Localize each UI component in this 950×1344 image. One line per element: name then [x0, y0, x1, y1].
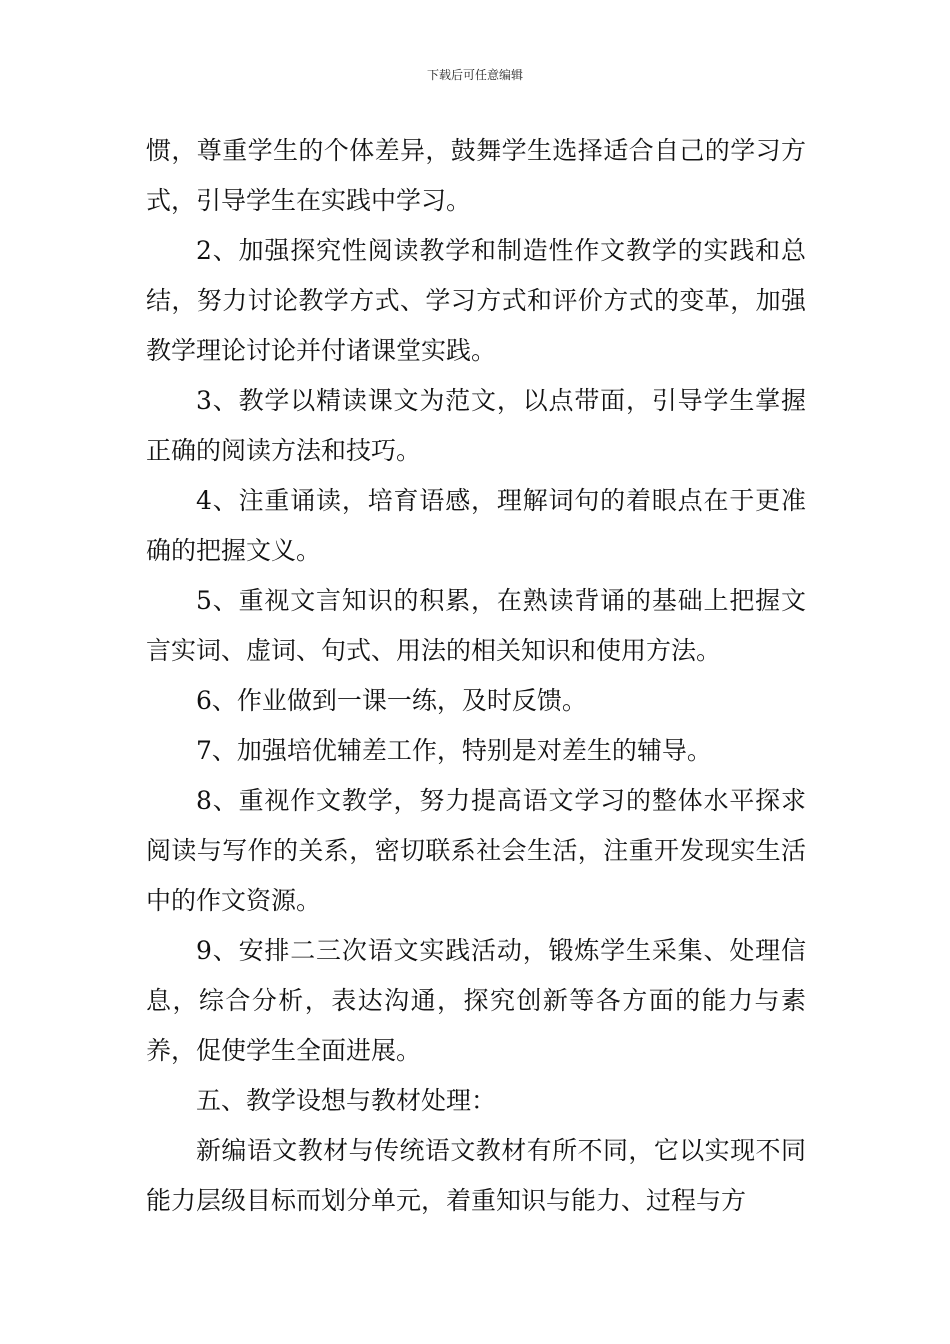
paragraph-item-4: 4、注重诵读，培育语感，理解词句的着眼点在于更准确的把握文义。 [146, 486, 806, 565]
paragraph-item-6: 6、作业做到一课一练，及时反馈。 [196, 686, 587, 715]
paragraph-item-2: 2、加强探究性阅读教学和制造性作文教学的实践和总结，努力讨论教学方式、学习方式和评价方式的变革，加强教学理论讨论并付诸课堂实践。 [146, 236, 806, 365]
paragraph-item-7: 7、加强培优辅差工作，特别是对差生的辅导。 [196, 736, 712, 765]
paragraph-item-9: 9、安排二三次语文实践活动，锻炼学生采集、处理信息，综合分析，表达沟通，探究创新等各方面的能力与素养，促使学生全面进展。 [146, 936, 806, 1065]
section-heading: 五、教学设想与教材处理： [196, 1086, 497, 1115]
page-header: 下载后可任意编辑 [426, 68, 523, 82]
paragraph-section-intro: 新编语文教材与传统语文教材有所不同，它以实现不同能力层级目标而划分单元，着重知识与能力、过程与方 [146, 1136, 806, 1215]
paragraph-item-5: 5、重视文言知识的积累，在熟读背诵的基础上把握文言实词、虚词、句式、用法的相关知识和使用方法。 [146, 586, 806, 665]
paragraph-item-3: 3、教学以精读课文为范文，以点带面，引导学生掌握正确的阅读方法和技巧。 [146, 386, 806, 465]
paragraph-continuation: 惯，尊重学生的个体差异，鼓舞学生选择适合自己的学习方式，引导学生在实践中学习。 [146, 136, 806, 215]
document-body [146, 126, 806, 1226]
paragraph-item-8: 8、重视作文教学，努力提高语文学习的整体水平探求阅读与写作的关系，密切联系社会生活，注重开发现实生活中的作文资源。 [146, 786, 806, 915]
